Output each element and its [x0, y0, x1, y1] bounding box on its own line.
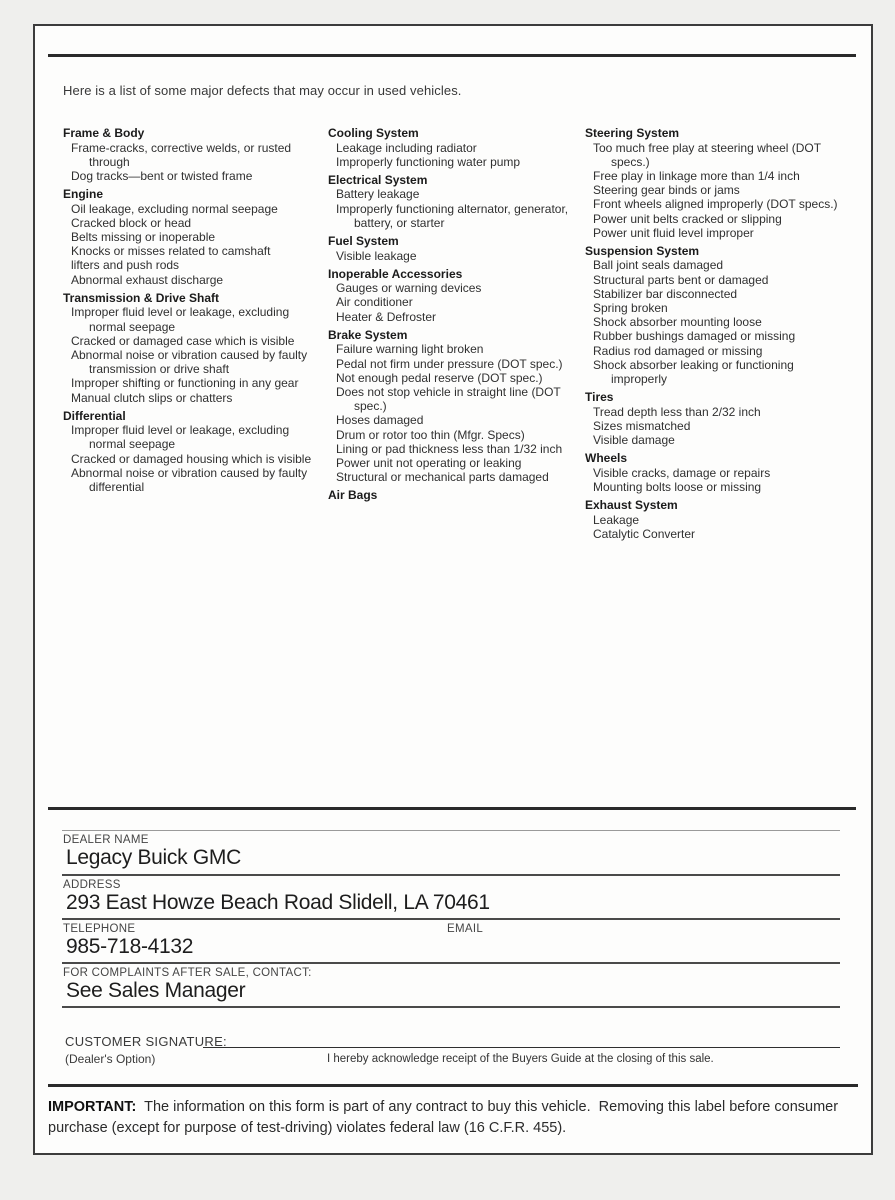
defect-item: Visible damage	[593, 433, 675, 448]
defect-item: Catalytic Converter	[593, 526, 696, 541]
defect-section	[585, 390, 843, 447]
defect-item: Power unit belts cracked or slipping	[593, 211, 782, 226]
defect-section	[328, 488, 578, 503]
customer-signature-line	[203, 1026, 840, 1048]
defect-item-list	[585, 405, 843, 448]
defect-item: Oil leakage, excluding normal seepage	[71, 201, 278, 216]
defect-item: Free play in linkage more than 1/4 inch	[593, 168, 800, 183]
defect-item: Shock absorber leaking or functioning improperly	[593, 357, 794, 387]
defect-item: Leakage including radiator	[336, 140, 477, 155]
defect-item: Does not stop vehicle in straight line (DOT spec.)	[336, 384, 561, 414]
defect-item: Spring broken	[593, 301, 668, 316]
defect-item: Steering gear binds or jams	[593, 183, 740, 198]
defect-item: Knocks or misses related to camshaft	[71, 244, 271, 259]
defect-item: Battery leakage	[336, 187, 420, 202]
defect-item: Pedal not firm under pressure (DOT spec.)	[336, 356, 563, 371]
defect-item-list	[328, 342, 578, 484]
defect-item: Cracked block or head	[71, 215, 192, 230]
defect-item-list	[63, 141, 318, 184]
defect-item-list	[63, 423, 318, 494]
defect-item: Structural parts bent or damaged	[593, 272, 769, 287]
defect-section	[63, 291, 318, 405]
defect-section-title: Tires	[585, 390, 614, 405]
defect-item: Abnormal noise or vibration caused by faulty transmission or drive shaft	[71, 347, 308, 377]
defect-section	[63, 409, 318, 495]
defect-item: Lining or pad thickness less than 1/32 inch	[336, 441, 563, 456]
defect-item: Frame-cracks, corrective welds, or rusted through	[71, 140, 292, 169]
telephone-value: 985-718-4132	[66, 935, 194, 958]
defect-section	[328, 126, 578, 169]
defect-item: Sizes mismatched	[593, 418, 691, 433]
defect-item-list	[63, 305, 318, 404]
defect-section	[328, 267, 578, 324]
complaints-contact-row	[62, 962, 840, 1006]
defect-section	[63, 126, 318, 183]
defect-section-title: Frame & Body	[63, 126, 145, 140]
defect-item: Cracked or damaged housing which is visible	[71, 451, 312, 466]
defect-section	[585, 244, 843, 386]
defect-item: Structural or mechanical parts damaged	[336, 470, 549, 485]
defect-item: lifters and push rods	[71, 258, 180, 273]
address-label: ADDRESS	[63, 879, 121, 891]
defect-item: Radius rod damaged or missing	[593, 343, 763, 358]
defect-item-list	[585, 141, 843, 240]
defect-item: Improper fluid level or leakage, excluding normal seepage	[71, 305, 290, 334]
defect-item-list	[585, 258, 843, 386]
defect-section-title: Suspension System	[585, 243, 700, 258]
defect-list-columns	[63, 126, 853, 545]
address-value: 293 East Howze Beach Road Slidell, LA 70461	[66, 891, 490, 914]
defect-item: Visible cracks, damage or repairs	[593, 465, 771, 480]
defect-section	[63, 187, 318, 287]
defect-item: Improperly functioning alternator, generator, battery, or starter	[336, 201, 569, 230]
customer-signature-label: CUSTOMER SIGNATURE:	[65, 1034, 227, 1049]
defect-item-list	[63, 202, 318, 287]
telephone-email-row	[62, 918, 840, 962]
defect-section-title: Differential	[63, 408, 126, 423]
defect-item: Mounting bolts loose or missing	[593, 480, 762, 495]
defect-item: Improperly functioning water pump	[336, 154, 521, 169]
defect-item: Manual clutch slips or chatters	[71, 390, 233, 405]
defect-item-list	[585, 466, 843, 494]
important-text: The information on this form is part of any contract to buy this vehicle. Removing this label before consumer purchase (except for purpose of test-driving) violates federal law (16 C.F.R. 455).	[48, 1099, 843, 1136]
defect-section-title: Electrical System	[328, 172, 428, 187]
defect-item: Improper fluid level or leakage, excluding normal seepage	[71, 423, 290, 452]
defect-section-title: Steering System	[585, 126, 680, 140]
defect-item: Rubber bushings damaged or missing	[593, 329, 796, 344]
email-label: EMAIL	[447, 923, 484, 935]
defect-section	[328, 328, 578, 485]
defect-item: Failure warning light broken	[336, 342, 484, 357]
defect-section-title: Fuel System	[328, 234, 399, 249]
defect-item: Hoses damaged	[336, 413, 424, 428]
defect-item: Leakage	[593, 512, 640, 527]
important-label: IMPORTANT:	[48, 1099, 137, 1115]
defect-item-list	[585, 513, 843, 541]
defect-item: Air conditioner	[336, 295, 413, 310]
defect-item: Tread depth less than 2/32 inch	[593, 404, 761, 419]
dealer-section-divider-rule	[48, 807, 856, 810]
defect-item: Heater & Defroster	[336, 309, 437, 324]
defect-item-list	[328, 187, 578, 230]
defect-item-list	[328, 141, 578, 169]
buyers-guide-back-page	[33, 24, 873, 1155]
defect-section-title: Engine	[63, 187, 104, 202]
complaints-contact-value: See Sales Manager	[66, 979, 246, 1002]
top-divider-rule	[48, 54, 856, 57]
dealer-name-value: Legacy Buick GMC	[66, 846, 241, 869]
defect-item: Power unit fluid level improper	[593, 225, 754, 240]
complaints-contact-label: FOR COMPLAINTS AFTER SALE, CONTACT:	[63, 967, 312, 979]
defect-item: Dog tracks—bent or twisted frame	[71, 168, 253, 183]
defect-section-title: Transmission & Drive Shaft	[63, 290, 220, 305]
fields-bottom-rule	[62, 1006, 840, 1008]
defect-item: Drum or rotor too thin (Mfgr. Specs)	[336, 427, 525, 442]
defect-item: Front wheels aligned improperly (DOT specs.)	[593, 197, 838, 212]
dealer-name-row	[62, 830, 840, 874]
defects-column-3	[585, 126, 843, 545]
defect-item: Shock absorber mounting loose	[593, 315, 762, 330]
defect-section-title: Brake System	[328, 327, 408, 342]
defect-section	[585, 451, 843, 494]
defect-item: Gauges or warning devices	[336, 281, 482, 296]
important-notice	[48, 1097, 850, 1139]
defect-section	[585, 498, 843, 541]
defects-column-1	[63, 126, 318, 545]
defect-section-title: Cooling System	[328, 126, 419, 140]
footer-divider-rule	[48, 1084, 858, 1087]
defect-item: Power unit not operating or leaking	[336, 455, 522, 470]
defect-item: Cracked or damaged case which is visible	[71, 333, 295, 348]
acknowledgment-text: I hereby acknowledge receipt of the Buyers Guide at the closing of this sale.	[327, 1053, 714, 1065]
intro-text: Here is a list of some major defects that may occur in used vehicles.	[63, 83, 462, 98]
dealer-name-label: DEALER NAME	[63, 834, 149, 846]
dealer-info-fields	[62, 830, 840, 1008]
defect-section-title: Air Bags	[328, 488, 378, 503]
defect-item: Stabilizer bar disconnected	[593, 286, 738, 301]
defect-section-title: Inoperable Accessories	[328, 266, 463, 281]
telephone-label: TELEPHONE	[63, 923, 136, 935]
dealers-option-note: (Dealer's Option)	[65, 1052, 156, 1066]
defect-item: Abnormal exhaust discharge	[71, 272, 224, 287]
defect-item-list	[328, 249, 578, 263]
defects-column-2	[328, 126, 578, 545]
defect-section-title: Exhaust System	[585, 498, 678, 513]
defect-item: Not enough pedal reserve (DOT spec.)	[336, 370, 543, 385]
defect-item: Too much free play at steering wheel (DOT specs.)	[593, 140, 821, 169]
defect-item: Improper shifting or functioning in any gear	[71, 376, 299, 391]
address-row	[62, 874, 840, 918]
defect-section	[585, 126, 843, 240]
defect-section	[328, 234, 578, 263]
defect-item: Belts missing or inoperable	[71, 230, 216, 245]
defect-section	[328, 173, 578, 230]
defect-item: Visible leakage	[336, 248, 417, 263]
defect-item: Ball joint seals damaged	[593, 258, 724, 273]
defect-item: Abnormal noise or vibration caused by faulty differential	[71, 465, 308, 495]
defect-section-title: Wheels	[585, 451, 628, 466]
defect-item-list	[328, 281, 578, 324]
